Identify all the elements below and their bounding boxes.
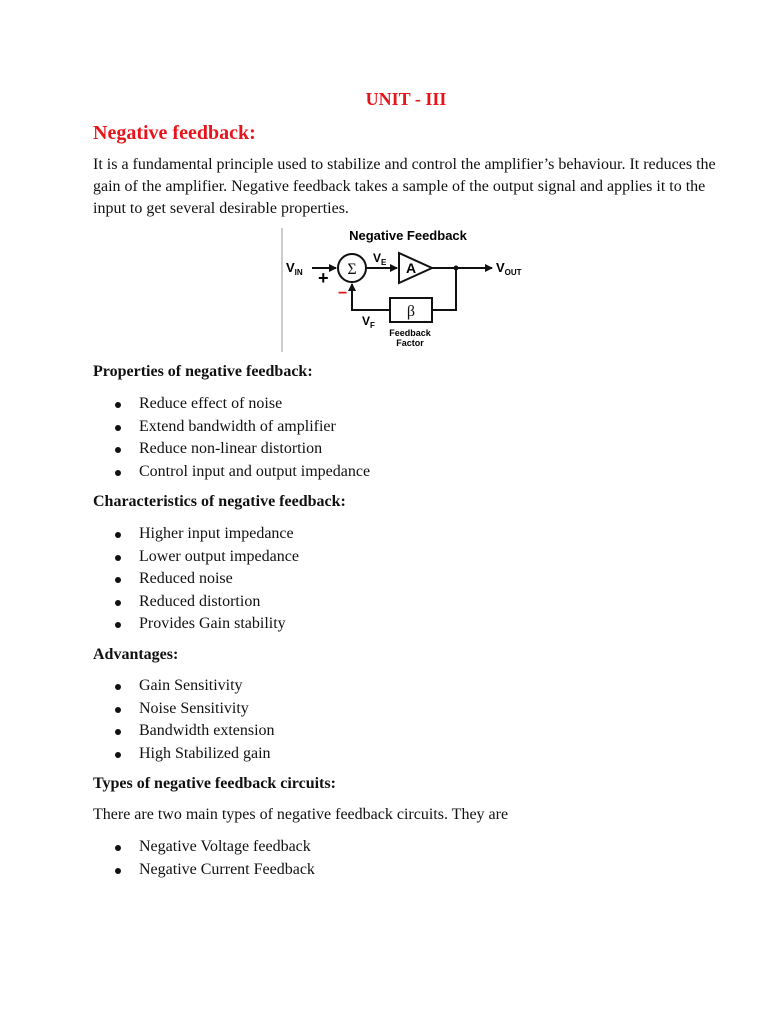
feedback-caption-line2: Factor: [396, 338, 424, 348]
characteristics-list: [93, 523, 299, 636]
diagram-svg: [280, 228, 536, 352]
list-item: Bandwidth extension: [93, 720, 275, 743]
feedback-caption-line1: Feedback: [389, 328, 431, 338]
list-item: Negative Current Feedback: [93, 859, 315, 882]
beta-label: β: [406, 303, 416, 320]
types-intro: There are two main types of negative feedback circuits. They are: [93, 806, 509, 823]
list-item: Reduce effect of noise: [93, 393, 370, 416]
types-list: [93, 836, 315, 881]
minus-sign: −: [338, 285, 348, 302]
intro-paragraph: It is a fundamental principle used to stabilize and control the amplifier’s behaviour. It reduces the gain of the amplifier. Negative feedback takes a sample of the output signal and applies it to the input to get several desirable properties.: [93, 156, 716, 217]
list-item: Lower output impedance: [93, 546, 299, 569]
list-item: Reduce non-linear distortion: [93, 438, 370, 461]
unit-title: UNIT - III: [365, 89, 447, 109]
list-item: Provides Gain stability: [93, 613, 299, 636]
list-item: Control input and output impedance: [93, 461, 370, 484]
list-item: Negative Voltage feedback: [93, 836, 315, 859]
negative-feedback-diagram: [280, 228, 536, 352]
list-item: Noise Sensitivity: [93, 698, 275, 721]
properties-heading: Properties of negative feedback:: [93, 363, 313, 380]
advantages-heading: Advantages:: [93, 646, 179, 663]
list-item: High Stabilized gain: [93, 743, 275, 766]
types-heading: Types of negative feedback circuits:: [93, 775, 336, 792]
vf-label: $V_F$: [362, 314, 375, 330]
advantages-list: [93, 675, 275, 765]
sum-symbol: Σ: [347, 261, 357, 278]
section-title: Negative feedback:: [93, 122, 256, 144]
ve-label: $V_E$: [373, 251, 387, 267]
amp-label: A: [405, 260, 417, 276]
list-item: Gain Sensitivity: [93, 675, 275, 698]
feedback-path-right: [432, 268, 456, 310]
diagram-title: Negative Feedback: [349, 228, 467, 243]
vin-label: $V_{IN}$: [286, 260, 303, 277]
characteristics-heading: Characteristics of negative feedback:: [93, 493, 346, 510]
feedback-path-left: [352, 284, 390, 310]
vout-label: $V_{OUT}$: [496, 260, 522, 277]
list-item: Reduced noise: [93, 568, 299, 591]
list-item: Reduced distortion: [93, 591, 299, 614]
plus-sign: +: [318, 268, 329, 288]
list-item: Extend bandwidth of amplifier: [93, 416, 370, 439]
list-item: Higher input impedance: [93, 523, 299, 546]
properties-list: [93, 393, 370, 483]
